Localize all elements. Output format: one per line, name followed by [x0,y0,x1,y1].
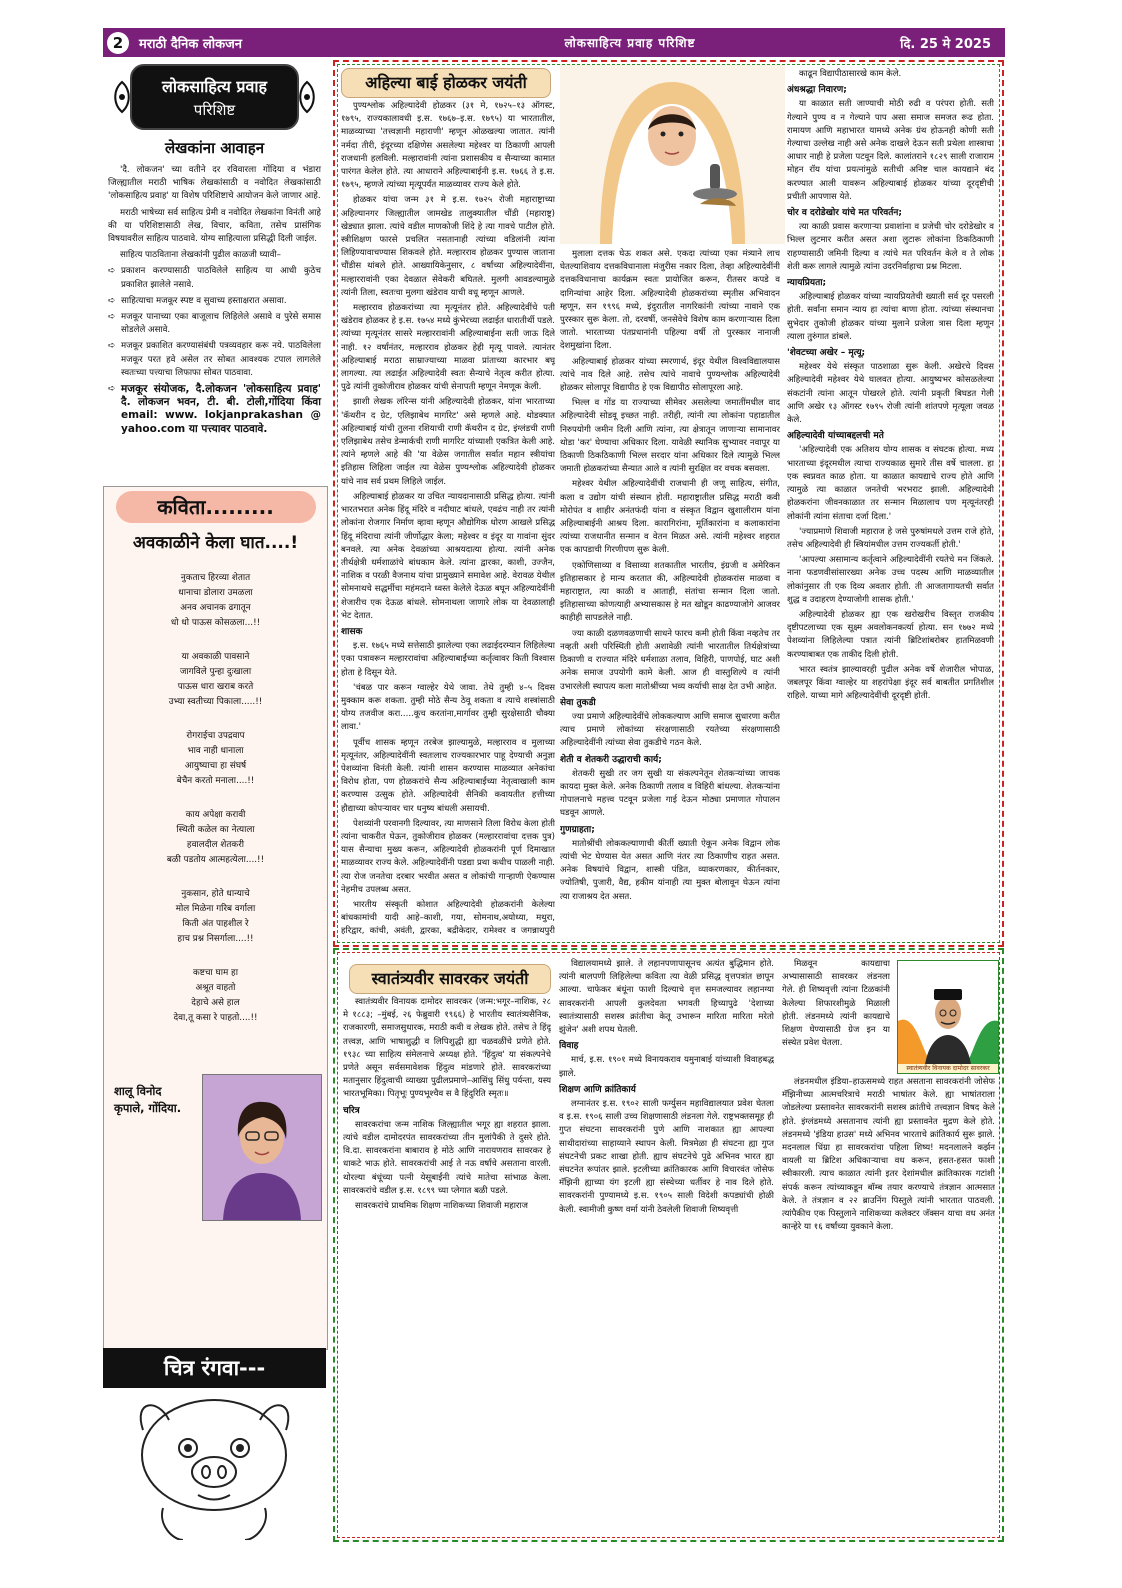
article-paragraph: मार्च, इ.स. १९०१ मध्ये विनायकराव यमुनाबाई यांच्याशी विवाहबद्ध झाले. [559,1055,774,1079]
article-paragraph: झाशी लेखक लॉरेन्स यांनी अहिल्यादेवी होळकर, यांना भारताच्या 'कॅथरीन द ग्रेट, एलिझाबेथ मार्गारेट' असे म्हणले आहे. थोडक्यात अहिल्याबाई यांची तुलना रशियाची राणी कॅथरीन द ग्रेट, इंग्लंडची राणी एलिझाबेथ तसेच डेन्मार्कची राणी मार्गारेट यांच्याशी एकत्रित केली आहे. त्यांने म्हणले आहे की 'या वेळेस जगातील सर्वात महान स्त्रीयांचा इतिहास लिहिला जाईल त्या वेळेस पुण्यश्लोक अहिल्यादेवी होळकर यांचे नाव सर्व प्रथम लिहिले जाईल. [341,397,555,487]
poem-line: हाच प्रश्न निसर्गाला....!! [177,934,254,944]
article-column [341,100,555,938]
article-paragraph: अहिल्याबाई होळकर यांच्या स्मरणार्थ, इंदूर येथील विश्वविद्यालयास त्यांचे नाव दिले आहे. तसेच त्यांचे नावाचे पुण्यश्लोक अहिल्यादेवी होळकर सोलापूर विद्यापीठ हे एक विद्यापीठ सोलापूरला आहे. [560,356,780,394]
poem-line: रोगराईचा उपद्रवाप [186,731,245,741]
poem-stanzas [104,571,327,1026]
coloring-banner: चित्र रंगवा--- [103,1348,326,1388]
article-title: अहिल्या बाई होळकर जयंती [341,68,551,98]
section-heading: न्यायप्रियता; [787,278,827,289]
article-paragraph: या काळात सती जाण्याची मोठी रुढी व परंपरा होती. सती गेल्याने पुण्य व न गेल्याने पाप असा समाज समजत रूढ होता. रामायण आणि महाभारत यामध्ये अनेक ग्रंथ होऊनही कोणी सती गेल्याचा उल्लेख नाही असे अनेक दाखले देऊन सती प्रथेला शास्त्राचा आधार नाही हे प्रजेला पटवून दिले. कालांतराने १८२९ साली राजाराम मोहन रॉय यांचा प्रयत्नांमुळे सतीची अनिष्ट चाल कायद्याने बंद करण्यात आली यावरून अहिल्याबाई होळकर यांच्या दूरदृष्टीची प्रचीती आपणास येते. [787,99,994,202]
appeal-heading: लेखकांना आवाहन [164,139,265,157]
poem-line: धानाचा डोलारा उमळला [178,588,253,598]
article-paragraph: 'अहिल्यादेवी एक अतिशय योग्य शासक व संघटक होत्या. मध्य भारताच्या इंदूरमधील त्याचा राज्यकाळ सुमारे तीस वर्षे चालला. हा एक स्वप्नवत काळ होता. या काळात कायद्याचे राज्य होते आणि त्यामुळे त्या काळात जनतेची भरभराट झाली. अहिल्यादेवी होळकरांना जीवनकाळात तर सन्मान मिळालाच पण मृत्यूनंतरही लोकांनी त्यांना संताचा दर्जा दिला.' [787,445,994,522]
poem-stanza [104,571,327,631]
article-paragraph: अहिल्याबाई होळकर या उचित न्यायदानासाठी प्रसिद्ध होत्या. त्यांनी भारतभरात अनेक हिंदू मंदिरे व नदीघाट बांधले, एवढंच नाही तर त्यांनी लोकांना रोजगार निर्माण व्हावा म्हणून औद्योगिक धोरण आखले प्रसिद्ध हिंदू मंदिराचा त्यांनी जीर्णोद्धार केला; महेश्वर व इंदूर या गावांना सुंदर बनवले. त्या अनेक देवळांच्या आश्रयदात्या होत्या. त्यांनी अनेक तीर्थक्षेत्री धर्मशाळांचे बांधकाम केले. त्यांना द्वारका, काशी, उज्जैन, नाशिक व परळी वैजनाथ यांचा प्रामुख्याने समावेश आहे. वेरावळ येथील सोमनाथचे सद्धर्मीचा महंमदाने ध्वस्त केलेले देऊळ बघून अहिल्यादेवींनी शेजारीच एक देऊळ बांधले. सोमनाथला जाणारे लोक या देवळालाही भेट देतात. [341,491,555,621]
article-paragraph: लंडनमधील इंडिया–हाऊसमध्ये राहत असताना सावरकरांनी जोसेफ मॅझिनीच्या आत्मचरित्राचे मराठी भाषांतर केले. ह्या भाषांतराला जोडलेल्या प्रस्तावनेत सावरकरांनी सशस्त्र क्रांतीचे तत्त्वज्ञान विषद केले होते. इंग्लंडमध्ये असतानाच त्यांनी ह्या प्रस्तावनेत मुद्रण केले होते. लंडनमध्ये 'इंडिया हाउस' मध्ये अभिनव भारताचे क्रांतिकार्य सुरू झाले. मदनलाल धिंग्रा हा सावरकरांचा पहिला शिष्य! मदनलालने कर्झन वायली या ब्रिटिश अधिकाऱ्याचा वध करून, हसत-हसत फाशी स्वीकारली. त्याच काळात त्यांनी इतर देशांमधील क्रांतिकारक गटांशी संपर्क करून त्यांच्याकडून बॉम्ब तयार करण्याचे तंत्रज्ञान आत्मसात केले. ते तंत्रज्ञान व २२ ब्राउनिंग पिस्तुले त्यांनी भारतात पाठवली. त्यांपैकीच एक पिस्तुलाने नाशिकच्या कलेक्टर जॅक्सन याचा वध अनंत कान्हेरे या १६ वर्षांच्या युवकाने केला. [782,1077,995,1233]
appeal-text [103,164,326,436]
poem-line: काय अपेक्षा करावी [185,810,246,820]
savarkar-photo [897,960,999,1074]
section-heading: विवाह [559,1041,579,1052]
poem-line: अनव अचानक ढगातून [180,603,251,613]
article-column [782,958,890,1076]
article-paragraph: महेश्वर येथील अहिल्यादेवींची राजधानी ही जणू साहित्य, संगीत, कला व उद्योग यांची संस्थान होती. महाराष्ट्रातील प्रसिद्ध मराठी कवी मोरोपंत व शाहीर अनंतफंदी यांना व संस्कृत विद्वान खुशालीराम यांना अहिल्याबाईनी आश्रय दिला. कारागिरांना, मूर्तिकारांना व कलाकारांना त्यांच्या राजधानीत सन्मान व वेतन मिळत असे. त्यांनी महेश्वर शहरात एक कापडाची गिरणीपण सुरू केली. [560,479,780,556]
article-paragraph: सावरकरांचे प्राथमिक शिक्षण नाशिकच्या शिवाजी महाराज [355,1201,528,1212]
section-heading: चोर व दरोडेखोर यांचे मत परिवर्तन; [787,208,903,219]
section-heading: शिक्षण आणि क्रांतिकार्य [559,1084,636,1095]
poem-line: बेचैन करतो मनाला....!! [176,776,255,786]
ahilyabai-portrait [560,64,785,244]
article-paragraph: 'ज्याप्रमाणे शिवाजी महाराज हे जसे पुरुषांमधले उत्तम राजे होते, तसेच अहिल्यादेवी ही स्त्रियांमधील उत्तम राज्यकर्ती होती.' [787,526,994,550]
article-paragraph: 'चंबळ पार करून ग्वाल्हेर येथे जावा. तेथे तुम्ही ४–५ दिवस मुक्काम करू शकता. तुम्ही मोठे सैन्य ठेवू शकता व त्याचे शस्त्रांसाठी योग्य तजवीज करा.....कूच करतांना,मार्गावर तुम्ही सुरक्षेसाठी चौक्या लावा.' [341,682,555,733]
appeal-paragraph: 'दै. लोकजन' च्या वतीने दर रविवारला गोंदिया व भंडारा जिल्ह्यातील मराठी भाषिक लेखकांसाठी व नवोदित लेखकांसाठी 'लोकसाहित्य प्रवाह' या विशेष परिशिष्टाचे आयोजन केले जाणार आहे. [108,165,321,202]
article-paragraph: शेतकरी सुखी तर जग सुखी या संकल्पनेतून शेतकऱ्यांच्या जाचक कायदा मुक्त केले. अनेक ठिकाणी तलाव व विहिरी बांधल्या. शेतकऱ्यांना गोपालनाचे महत्त्व पटवून प्रजेला गाई देऊन मोठ्या प्रमाणात गोपालन घडवून आणले. [560,768,780,819]
article-paragraph: भारत स्वतंत्र झाल्यावरही पुढील अनेक वर्षे शेजारील भोपाळ, जबलपूर किंवा ग्वाल्हेर या शहरांपेक्षा इंदूर सर्व बाबतीत प्रगतिशील राहिले. याच्या मागे अहिल्यादेवींची दूरदृष्टी होती. [787,664,994,702]
appeal-rule: ➪ मजकूर प्रकाशित करण्यासंबंधी पत्रव्यवहार करू नये. पाठविलेला मजकूर परत हवे असेल तर सोबत आवश्यक टपाल लागलेले स्वतःच्या पत्त्याचा लिफाफा सोबत पाठवावा. [108,340,321,380]
poem-stanza [104,887,327,947]
article-paragraph: सावरकरांचा जन्म नाशिक जिल्ह्यातील भगूर ह्या शहरात झाला. त्यांचे वडील दामोदरपंत सावरकरांच्या तीन मुलांपैकी ते दुसरे होते. वि.दा. सावरकरांना बाबाराव हे मोठे आणि नारायणराव सावरकर हे धाकटे भाऊ होते. सावरकरांची आई ते नऊ वर्षांचे असताना वारली. थोरल्या बंधूंच्या पत्नी येसूबाईंनी त्यांचे मातेचा सांभाळ केला. सावरकरांचे वडील इ.स. १८९९ च्या प्लेगात बळी पडले. [343,1119,551,1196]
poem-stanza [104,729,327,789]
poem-line: किती अंत पाहशील रे [182,919,249,929]
supplement-title: लोकसाहित्य प्रवाह [161,76,267,96]
poet-photo [202,1074,322,1221]
article-paragraph: भिल्ल व गोंड या राज्याच्या सीमेवर असलेल्या जमातींमधील वाद अहिल्यादेवी सोडवू इच्छत नाही. तरीही, त्यांनी त्या लोकांना पहाडातील निरुपयोगी जमीन दिली आणि त्यांना, त्या क्षेत्रातून जाणाऱ्या सामानावर थोडा 'कर' घेण्याचा अधिकार दिला. यावेळी स्थानिक सुभ्यावर नवापूर या ठिकाणी ठिकठिकाणी भिल्ल सरदार यांना अधिकार दिले त्यामुळे भिल्ल जमाती होळकरांच्या सैन्यात आले व त्यांनी सुरक्षित वर वचक बसवला. [560,398,780,475]
issue-date: दि. 25 मे 2025 [900,36,991,52]
poet-name: शालू विनोद [114,1084,162,1098]
poem-stanza [104,650,327,710]
article-column [560,248,780,938]
article-paragraph: मुलाला दत्तक घेऊ शकत असे. एकदा त्यांच्या एका मंत्र्याने लाच घेतल्याशिवाय दत्तकविधानाला मंजुरीस नकार दिला, तेव्हा अहिल्यादेवींनी दत्तकविधानाचा कार्यक्रम स्वतः प्रायोजित करून, रीतसर कपडे व दागिन्यांचा आहेर दिला. अहिल्यादेवी होळकरांच्या स्मृतीस अभिवादन म्हणून, सन १९९६ मध्ये, इंदुरातील नागरिकांनी त्यांच्या नावाने एक पुरस्कार सुरू केला. तो, दरवर्षी, जनसेवेचे विशेष काम करणाऱ्यास दिला जातो. भारताच्या पंतप्रधानांनी पहिल्या वर्षी तो पुरस्कार नानाजी देशमुखांना दिला. [560,249,780,352]
appeal-rule: ➪ साहित्याचा मजकूर स्पष्ट व सुवाच्य हस्ताक्षरात असावा. [108,295,321,308]
appeal-rule: ➪ प्रकाशन करण्यासाठी पाठविलेले साहित्य या आधी कुठेच प्रकाशित झालेले नसावे. [108,265,321,291]
section-heading: अंधश्रद्धा निवारण; [787,85,847,96]
article-paragraph: इ.स. १७६५ मध्ये सत्तेसाठी झालेल्या एका लढाईदरम्यान लिहिलेल्या एका पत्रावरून मल्हाररावांचा अहिल्याबाईंच्या कर्तृत्वावर किती विश्वास होता हे दिसून येते. [341,641,555,678]
section-heading: शेती व शेतकरी उद्धाराची कार्य; [560,754,662,765]
article-paragraph: मिळवून कायद्याचा अभ्यासासाठी सावरकर लंडनला गेले. ही शिष्यवृत्ती त्यांना टिळकांनी केलेल्या शिफारशीमुळे मिळाली होती. लंडनमध्ये त्यांनी कायद्याचे शिक्षण घेण्यासाठी ग्रेज इन या संस्थेत प्रवेश घेतला. [782,959,890,1049]
section-heading: 'शेवटच्या अखेर – मृत्यू; [787,348,866,359]
article-paragraph: पूर्वीच शासक म्हणून तरबेज झाल्यामुळे, मल्हारराव व मुलाच्या मृत्यूनंतर, अहिल्यादेवींनी स्वतःलाच राज्यकारभार पाहू देण्याची अनुज्ञा पेशव्यांना विनंती केली. त्यांनी शासन करण्यास माळव्यात अनेकांचा विरोध होता, पण होळकरांचे सैन्य अहिल्याबाईंच्या नेतृत्वाखाली काम करण्यास उत्सुक होते. अहिल्यादेवी सैनिकी कवायतीत हत्तीच्या हौद्याच्या कोपऱ्यावर चार धनुष्य बांधली असायची. [341,737,555,814]
article-paragraph: भारतीय संस्कृती कोशात अहिल्यादेवी होळकरांनी केलेल्या बांधकामांची यादी आहे–काशी, गया, सोमनाथ,अयोध्या, मथुरा, हरिद्वार, कांची, अवंती, द्वारका, बद्रीकेदार, रामेश्वर व जगन्नाथपुरी [341,899,555,937]
poem-section-label: कविता......... [116,491,316,523]
appeal-paragraph: साहित्य पाठविताना लेखकांनी पुढील काळजी घ्यावी– [120,250,281,261]
article-paragraph: लग्नानंतर इ.स. १९०२ साली फर्ग्युसन महाविद्यालयात प्रवेश घेतला व इ.स. १९०६ साली उच्च शिक्षणासाठी लंडनला गेले. राष्ट्रभक्तसमूह ही गुप्त संघटना सावरकरांनी पुणे आणि नाशकात ह्या आपल्या साथीदारांच्या साहाय्याने स्थापन केली. मित्रमेळा ही संघटना ह्या गुप्त संघटनेची प्रकट शाखा होती. ह्याच संघटनेचे पुढे अभिनव भारत ह्या संघटनेत रूपांतर झाले. इटलीच्या क्रांतिकारक आणि विचारवंत जोसेफ मॅझिनी ह्याच्या यंग इटली ह्या संस्थेच्या धर्तीवर हे नाव दिले होते. सावरकरांनी पुण्यामध्ये इ.स. १९०५ साली विदेशी कपड्यांची होळी केली. स्वामीजी कुष्ण वर्मा यांनी ठेवलेली शिवाजी शिष्यवृत्ती [559,1099,774,1215]
article-column [782,1076,995,1534]
section-heading: शासक [341,626,363,637]
article-paragraph: स्वातंत्र्यवीर विनायक दामोदर सावरकर (जन्म:भगूर–नाशिक, २८ मे १८८३; –मुंबई, २६ फेब्रुवारी १९६६) हे भारतीय स्वातंत्र्यसैनिक, राजकारणी, समाजसुधारक, मराठी कवी व लेखक होते. तसेच ते हिंदू तत्त्वज्ञ, आणि भाषाशुद्धी व लिपिशुद्धी ह्या चळवळींचे प्रणेते होते. १९३८ च्या साहित्य संमेलनाचे अध्यक्ष होते. 'हिंदुत्व' या संकल्पनेचे प्रणेते असून सर्वसमावेशक हिंदुत्व मांडणारे होते. सावरकरांच्या मतानुसार हिंदुत्वाची व्याख्या पुढीलप्रमाणे–आसिंधु सिंधु पर्यन्ता, यस्य भारतभूमिका। पितृभूः पुण्यभूश्चैव स वै हिंदुरिति स्मृतः॥ [343,997,551,1100]
article-paragraph: ज्या काळी दळणवळणाची साधने फारच कमी होती किंवा नव्हतेच तर नव्हती अशी परिस्थिती होती अशावेळी त्यांनी भारतातील तिर्थक्षेत्रांच्या ठिकाणी व राज्यात मंदिरे धर्मशाळा तलाव, विहिरी, पाणपोई, घाट अशी अनेक समाज उपयोगी कामे केली. आज ही वास्तुशिल्पे व त्यांनी उभारलेली स्थापत्य कला मातोश्रींच्या भव्य कर्याची साक्ष देत उभी आहेत. [560,628,780,692]
article-paragraph: पेशव्यांनी परवानगी दिल्यावर, त्या माणसाने तिला विरोध केला होती त्यांना चाकरीत घेऊन, तुकोजीराव होळकर (मल्हाररावांचा दत्तक पुत्र) यास सैन्याचा मुख्य करून, अहिल्यादेवी होळकरांनी पूर्ण दिमाखात माळव्यावर राज्य केले. अहिल्यादेवींनी पडद्या प्रथा कधीच पाळली नाही. त्या रोज जनतेचा दरबार भरवीत असत व लोकांची गाऱ्हाणी ऐकण्यास नेहमीच उपलब्ध असत. [341,818,555,895]
article-paragraph: मल्हारराव होळकरांच्या त्या मृत्यूनंतर होते. अहिल्यादेवींचे पती खंडेराव होळकर हे इ.स. १७५४ मध्ये कुंभेरच्या लढाईत धारातीर्थी पडले. त्यांच्या मृत्यूनंतर सासरे मल्हाररावांनी अहिल्याबाईना सती जाऊ दिले नाही. १२ वर्षांनंतर, मल्हारराव होळकर हेही मृत्यू पावले. त्यानंतर अहिल्याबाई मराठा साम्राज्याच्या माळवा प्रांताच्या कारभार बघू लागल्या. त्या लढाईत अहिल्यादेवी स्वतः सैन्याचे नेतृत्व करीत होत्या. पुढे त्यांनी तुकोजीराव होळकर यांची सेनापती म्हणून नेमणूक केली. [341,303,555,393]
article-column [787,68,994,938]
poem-line: भाव नाही धानाला [187,746,244,756]
article-paragraph: अहिल्याबाई होळकर यांच्या न्यायप्रियतेची ख्याती सर्व दूर पसरली होती. सर्वांना समान न्याय हा त्यांचा बाणा होता. त्यांच्या संस्थानचा सुभेदार तुकोजी होळकर यांच्या मुलाने प्रजेला त्रास दिला म्हणून त्याला तुरुंगात डांबले. [787,292,994,342]
article-column [559,958,774,1534]
appeal-contact: ➪ मजकूर संयोजक, दै.लोकजन 'लोकसाहित्य प्रवाह' दै. लोकजन भवन, टी. बी. टोली,गोंदिया किंवा email: www. lokjanprakashan @ yahoo.com या पत्त्यावर पाठवावे. [108,383,321,436]
supplement-subtitle: परिशिष्ट [193,100,236,119]
ornament-icon [111,80,133,114]
section-heading: गुणग्राहता; [560,824,595,835]
poem-box [103,486,328,1350]
poem-line: हवालदील शेतकरी [186,840,245,850]
page-number: 2 [107,32,129,54]
page-header [103,28,1005,57]
ornament-icon [296,80,318,114]
poem-line: पाऊस धारा खराब करते [177,682,254,692]
poem-line: देहाचे असे हाल [191,998,240,1008]
article-title: स्वातंत्र्यवीर सावरकर जयंती [349,964,551,994]
poem-line: नुकताच हिरव्या शेतात [180,573,251,583]
poem-line: अश्रूत वाहतो [195,983,236,993]
article-paragraph: विद्यालयामध्ये झाले. ते लहानपणापासूनच अत्यंत बुद्धिमान होते. त्यांनी बालपणी लिहिलेल्या कविता त्या वेळी प्रसिद्ध वृत्तपत्रांत छापून आल्या. चाफेकर बंधूंना फाशी दिल्याचे वृत्त समजल्यावर लहानग्या सावरकरांनी आपली कुलदेवता भगवती हिच्यापुढे 'देशाच्या स्वातंत्र्यासाठी सशस्त्र क्रांतीचा केतू उभारून मारिता मारिता मरेतो झुंजेन' अशी शपथ घेतली. [559,959,774,1036]
article-paragraph: त्या काळी प्रवास करणाऱ्या प्रवाशांना व प्रजेची चोर दरोडेखोर व भिल्ल लुटमार करीत असत अशा लुटारू लोकांना ठिकठिकाणी राहण्यासाठी जमिनी दिल्या व त्यांचे मत परिवर्तन केले व ते लोक शेती करू लागले त्यामुळे त्यांना उदरनिर्वाहाचा प्रश्न मिटला. [787,222,994,272]
poem-line: मोल मिळेना गरिब वर्गाला [175,904,256,914]
article-column [343,996,551,1534]
paper-name: मराठी दैनिक लोकजन [139,36,242,52]
poem-stanza [104,808,327,868]
poem-line: बळी पडतोय आत्महत्येला....!! [166,855,265,865]
poem-stanza [104,966,327,1026]
section-name: लोकसाहित्य प्रवाह परिशिष्ट [564,36,696,50]
article-savarkar [333,948,1004,1542]
poem-line: नुकसान, होते धान्याचे [181,889,250,899]
poem-title: अवकाळीने केला घात....! [132,533,299,553]
supplement-title-box [105,62,324,132]
article-paragraph: महेश्वर येथे संस्कृत पाठशाळा सुरू केली. अखेरचे दिवस अहिल्यादेवी महेश्वर येथे घालवत होत्या. आयुष्यभर कोसळलेल्या संकटांनी त्यांना आतून पोखरले होते. त्यांनी प्रकृती बिघडत गेली आणि अखेर १३ ऑगस्ट १७९५ रोजी त्यांनी शांतपणे मृत्यूला जवळ केले. [787,362,994,426]
article-ahilyabai [333,60,1004,947]
appeal-rule: ➪ मजकूर पानाच्या एका बाजूलाच लिहिलेले असावे व पुरेसे समास सोडलेले असावे. [108,311,321,337]
coloring-pig-drawing [103,1390,326,1540]
photo-caption: स्वातंत्र्यवीर विनायक दामोदर सावरकर [898,1064,998,1073]
article-paragraph: पुण्यश्लोक अहिल्यादेवी होळकर (३१ मे, १७२५–१३ ऑगस्ट, १७९५, राज्यकालावधी इ.स. १७६७–इ.स. १७९५) या भारतातील, माळव्याच्या 'तत्त्वज्ञानी महाराणी' म्हणून ओळखल्या जातात. त्यांनी नर्मदा तीरी, इंदूरच्या दक्षिणेस असलेल्या महेश्वर या ठिकाणी आपली राजधानी हलविली. मल्हारावांनी त्यांना प्रशासकीय व सैन्याच्या कामात पारंगत केलेल होते. त्या आधाराने अहिल्याबाईनी इ.स. १७६६ ते इ.स. १७९५, म्हणजे त्यांच्या मृत्यूपर्यंत माळव्यावर राज्य केले होते. [341,101,555,191]
poem-line: कष्टचा घाम हा [192,968,239,978]
section-heading: अहिल्यादेवी यांच्याबद्दलची मते [787,431,884,442]
poem-line: या अवकाळी पावसाने [181,652,250,662]
poem-line: देवा,तू कसा रे पाहतो....!! [173,1013,258,1023]
article-paragraph: एकोणिसाव्या व विसाव्या शतकातील भारतीय, इंग्रजी व अमेरिकन इतिहासकार हे मान्य करतात की, अहिल्यादेवी होळकरांस माळवा व महाराष्ट्रात, त्या काळी व आताही, संतांचा सन्मान दिला जातो. इतिहासाच्या कोणत्याही अभ्यासकास हे मत खोडून काढण्याजोगे आजवर काहीही सापडलेले नाही. [560,560,780,624]
section-heading: सेवा तुकडी [560,697,596,708]
article-paragraph: ज्या प्रमाणे अहिल्यादेवींचे लोककल्याण आणि समाज सुधारणा करीत त्याच प्रमाणे लोकांच्या संरक्षणासाठी रयतेच्या संरक्षणासाठी अहिल्यादेवींनी त्यांच्या सेवा तुकडीचे गठन केले. [560,711,780,749]
poet-place: कृपाले, गोंदिया. [114,1101,182,1115]
poet-credit [114,1083,181,1117]
poem-line: आयुष्याचा हा संघर्ष [184,761,247,771]
poem-line: उभ्या स्वतीच्या पिकाला.....!! [168,697,263,707]
article-paragraph: 'आपल्या असामान्य कर्तृत्वाने अहिल्यादेवींनी रयतेचे मन जिंकले. नाना फडणवीसांसारख्या अनेक उच्च पदस्थ आणि माळव्यातील लोकांनुसार ती एक दिव्य अवतार होती. ती आजतागायतची सर्वात शुद्ध व उदाहरण देण्याजोगी शासक होती.' [787,555,994,605]
article-paragraph: होळकर यांचा जन्म ३१ मे इ.स. १७२५ रोजी महाराष्ट्राच्या अहिल्यानगर जिल्ह्यातील जामखेड तालुक्यातील चौंडी (महाराष्ट्र) खेड्यात झाला. त्यांचे वडील माणकोजी शिंदे हे त्या गावचे पाटील होते. स्त्रीशिक्षण फारसे प्रचलित नसतानाही त्यांच्या वडिलांनी त्यांना लिहिण्यावाचण्यास शिकवले होते. मल्हारराव होळकर पुण्यास जाताना चौंडीस थांबले होते. आख्यायिकेनुसार, ८ वर्षांच्या अहिल्यादेवींना, मल्हाररावांनी एका देवळात सेवेकरी बघितले. मुलगी आवडल्यामुळे त्यांनी तिला, स्वतःचा मुलगा खंडेराव याची वधू म्हणून आणले. [341,195,555,298]
poem-line: धो धो पाऊस कोसळला...!! [170,618,261,628]
poem-line: स्थिती कळेल का नेत्याला [176,825,255,835]
section-heading: चरित्र [343,1105,360,1116]
appeal-paragraph: मराठी भाषेच्या सर्व साहित्य प्रेमी व नवोदित लेखकांना विनंती आहे की या परिशिष्टासाठी लेख, विचार, कविता, तसेच प्रासंगिक विषयावरील साहित्य पाठवावे. योग्य साहित्याला प्रसिद्धी दिली जाईल. [108,207,321,245]
article-paragraph: काढून विद्यापीठासारखे काम केले. [799,69,902,79]
appeal-column [103,60,326,439]
poem-line: जागविले पुन्हा दुःखाला [179,667,252,677]
article-paragraph: मातोश्रींची लोककल्याणाची कीर्ती ख्याती ऐकून अनेक विद्वान लोक त्यांची भेट घेण्यास येत असत आणि नंतर त्या ठिकाणीच राहत असत. अनेक विषयांचे विद्वान, शास्त्री पंडित, व्याकरणकार, कीर्तनकार, ज्योतिषी, पुजारी, वैद्य, हकीम यांनाही त्या मुक्त बोलावून घेऊन त्यांना त्या राजाश्रय देत असत. [560,838,780,902]
article-paragraph: अहिल्यादेवी होळकर ह्या एक खरोखरीच विस्तृत राजकीय दृष्टीपटलाच्या एक सूक्ष्म अवलोकनकर्त्या होत्या. सन १७७२ मध्ये पेशव्यांना लिहिलेल्या पत्रात त्यांनी ब्रिटिशांबरोबर हातमिळवणी करण्याबाबत एक ताकीद दिली होती. [787,609,994,660]
